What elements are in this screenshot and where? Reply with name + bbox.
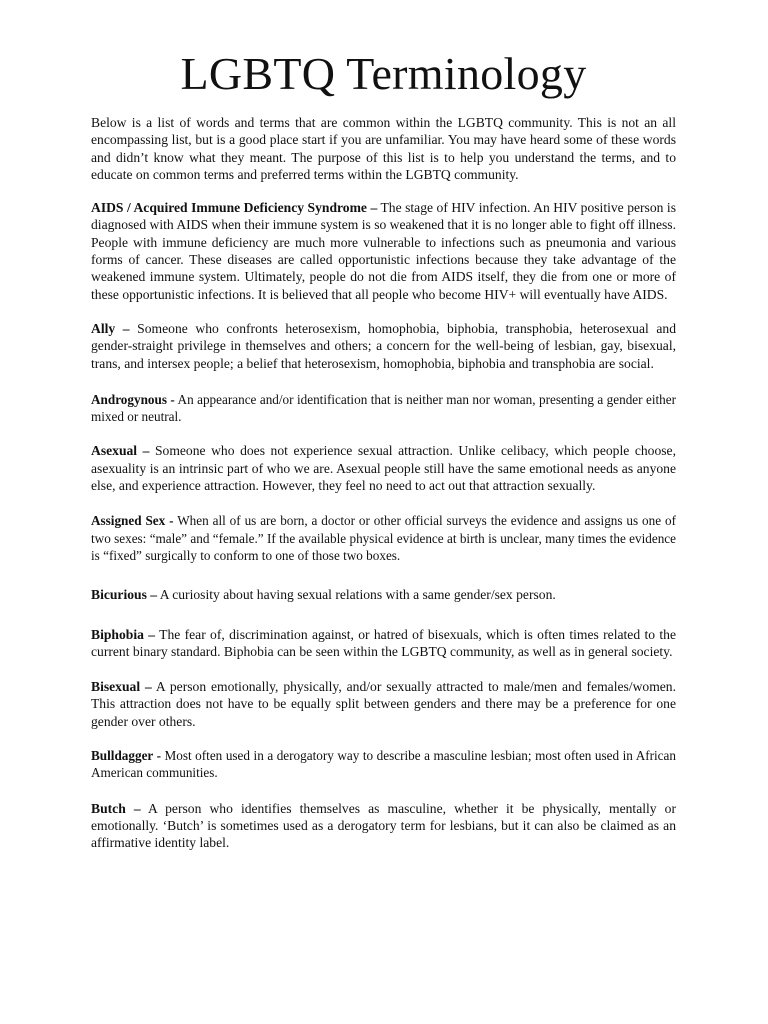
intro-paragraph: Below is a list of words and terms that are common within the LGBTQ community. This is not an all encompassing list, but is a good place start if you are unfamiliar. You may have heard some of these words and didn’t know what they meant. The purpose of this list is to help you understand the terms, and to educate on common terms and preferred terms within the LGBTQ community. — [91, 115, 676, 182]
term-separator: - — [153, 748, 161, 764]
term-definition: Someone who confronts heterosexism, homophobia, biphobia, transphobia, heterosexual and gender-straight privilege in themselves and others; a concern for the well-being of lesbian, gay, bisexual, trans, and intersex people; a belief that heterosexism, homophobia, biphobia and transphobia are social. — [91, 320, 676, 371]
definition-entry — [91, 678, 676, 730]
term-definition: A curiosity about having sexual relations with a same gender/sex person. — [157, 587, 556, 603]
term-definition: Someone who does not experience sexual attraction. Unlike celibacy, which people choose, asexuality is an intrinsic part of who we are. Asexual people still have the same emotional needs as anyone else, and experience attraction. However, they feel no need to act out that attraction sexually. — [91, 443, 676, 494]
definition-entry — [91, 800, 676, 852]
term-name: AIDS / Acquired Immune Deficiency Syndrome — [91, 200, 367, 216]
term-separator: – — [146, 587, 158, 603]
term-name: Assigned Sex — [91, 513, 166, 529]
term-name: Ally — [91, 320, 116, 336]
term-separator: - — [165, 513, 174, 529]
term-definition: An appearance and/or identification that is neither man nor woman, presenting a gender either mixed or neutral. — [91, 391, 676, 425]
term-name: Androgynous — [91, 391, 167, 407]
term-separator: – — [137, 443, 150, 459]
term-name: Bisexual — [91, 679, 141, 695]
term-name: Biphobia — [91, 626, 144, 642]
term-separator: - — [166, 391, 175, 407]
term-separator: – — [115, 320, 130, 336]
term-definition: The fear of, discrimination against, or hatred of bisexuals, which is often times related to the current binary standard. Biphobia can be seen within the LGBTQ community, as well as in general society. — [91, 626, 676, 659]
term-definition: A person who identifies themselves as masculine, whether it be physically, mentally or emotionally. ‘Butch’ is sometimes used as a derogatory term for lesbians, but it can also be claimed as an affirmative identity label. — [91, 800, 676, 851]
definition-entry — [91, 626, 676, 661]
definition-entry — [91, 442, 676, 494]
term-name: Butch — [91, 800, 126, 816]
term-name: Bicurious — [91, 587, 147, 603]
term-name: Bulldagger — [91, 748, 154, 764]
term-definition: A person emotionally, physically, and/or sexually attracted to male/men and females/women. This attraction does not have to be equally split between genders and there may be a preference for one gender over others. — [91, 679, 676, 729]
term-separator: – — [366, 200, 378, 216]
term-definition: The stage of HIV infection. An HIV positive person is diagnosed with AIDS when their immune system is so weakened that it is no longer able to fight off illness. People with immune deficiency are much more vulnerable to infections such as pneumonia and various forms of cancer. These diseases are called opportunistic infections because they take advantage of the weakened immune system. Ultimately, people do not die from AIDS itself, they die from one or more of these opportunistic infections. It is believed that all people who become HIV+ will eventually have AIDS. — [91, 200, 676, 302]
term-separator: – — [140, 679, 152, 695]
term-definition: When all of us are born, a doctor or other official surveys the evidence and assigns us one of two sexes: “male” and “female.” If the available physical evidence at birth is unclear, many times the evidence is “fixed” surgically to conform to one of those two boxes. — [91, 513, 676, 563]
definition-entry — [91, 199, 676, 303]
definition-entry — [91, 586, 676, 603]
definition-entry — [91, 320, 676, 372]
term-name: Asexual — [91, 443, 138, 459]
term-separator: – — [143, 626, 156, 642]
definition-entry — [91, 512, 676, 564]
term-definition: Most often used in a derogatory way to describe a masculine lesbian; most often used in African American communities. — [91, 748, 676, 781]
page-title: LGBTQ Terminology — [180, 48, 587, 99]
definition-entry — [91, 747, 676, 782]
term-separator: – — [125, 800, 141, 816]
definition-entry — [91, 391, 676, 426]
